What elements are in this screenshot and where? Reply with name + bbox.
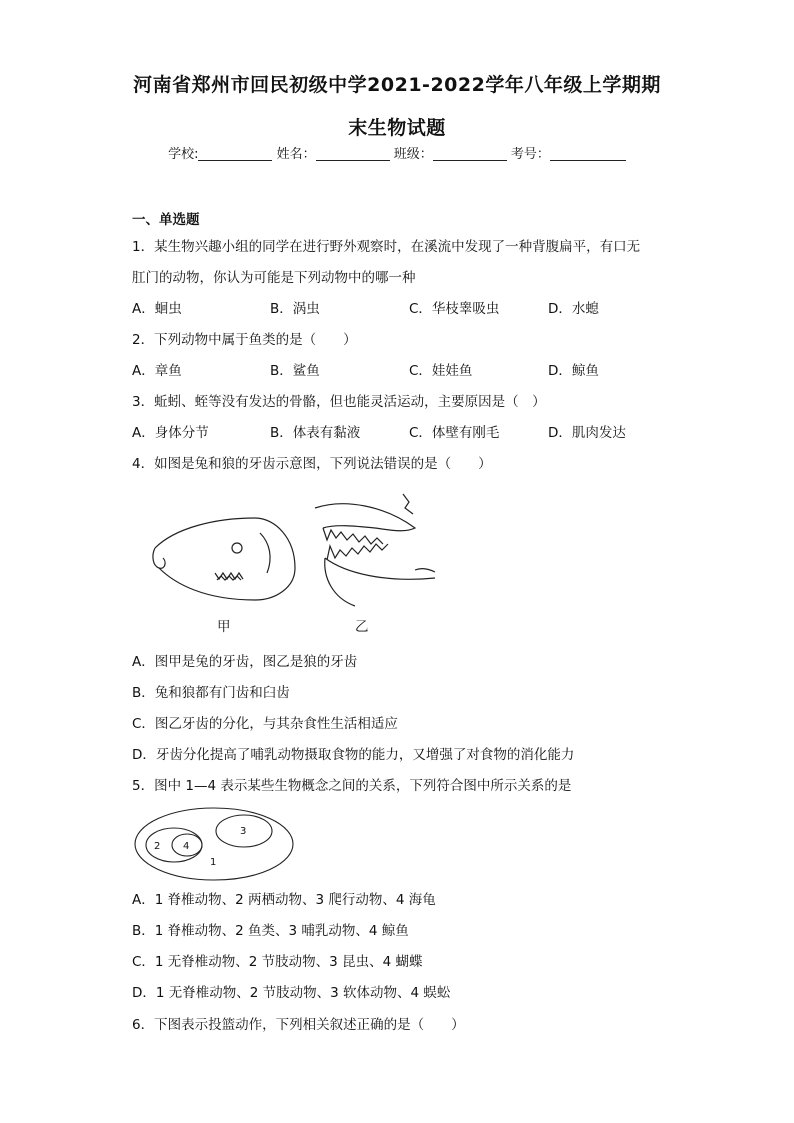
q5-option-b[interactable]: B．1 脊椎动物、2 鱼类、3 哺乳动物、4 鲸鱼 <box>132 923 409 939</box>
class-blank <box>433 146 507 161</box>
venn-label-3: 3 <box>240 826 247 837</box>
q6-stem: 6．下图表示投篮动作，下列相关叙述正确的是（ ） <box>132 1017 465 1033</box>
student-info-row <box>0 143 794 162</box>
q1-option-c[interactable]: C．华枝睾吸虫 <box>409 301 500 317</box>
rabbit-snout <box>153 548 165 568</box>
q4-option-a[interactable]: A．图甲是兔的牙齿，图乙是狼的牙齿 <box>132 654 358 670</box>
q2-option-c[interactable]: C．娃娃鱼 <box>409 363 473 379</box>
venn-label-4: 4 <box>183 841 190 852</box>
section-title: 一、单选题 <box>132 212 200 228</box>
rabbit-lower-teeth <box>217 576 241 580</box>
q2-option-d[interactable]: D．鲸鱼 <box>548 363 599 379</box>
q1-stem-line1: 1．某生物兴趣小组的同学在进行野外观察时，在溪流中发现了一种背腹扁平，有口无 <box>132 239 641 255</box>
q1-stem-line2: 肛门的动物，你认为可能是下列动物中的哪一种 <box>132 270 416 286</box>
q2-option-b[interactable]: B．鲨鱼 <box>270 363 320 379</box>
q1-option-d[interactable]: D．水螅 <box>548 301 599 317</box>
concept-venn-diagram <box>132 805 297 883</box>
venn-label-2: 2 <box>154 841 161 852</box>
q3-option-b[interactable]: B．体表有黏液 <box>270 425 361 441</box>
q5-option-d[interactable]: D．1 无脊椎动物、2 节肢动物、3 软体动物、4 蜈蚣 <box>132 985 451 1001</box>
id-label: 考号： <box>510 147 550 162</box>
q2-option-a[interactable]: A．章鱼 <box>132 363 182 379</box>
name-label: 姓名： <box>276 147 316 162</box>
wolf-lower-teeth <box>327 544 388 560</box>
wolf-upper-jaw <box>315 504 415 531</box>
q3-option-a[interactable]: A．身体分节 <box>132 425 209 441</box>
q4-option-c[interactable]: C．图乙牙齿的分化，与其杂食性生活相适应 <box>132 716 398 732</box>
school-label: 学校: <box>168 147 199 162</box>
q5-stem: 5．图中 1—4 表示某些生物概念之间的关系，下列符合图中所示关系的是 <box>132 778 572 794</box>
q3-option-d[interactable]: D．肌肉发达 <box>548 425 626 441</box>
name-blank <box>316 146 390 161</box>
q4-stem: 4．如图是兔和狼的牙齿示意图，下列说法错误的是（ ） <box>132 456 492 472</box>
school-blank <box>198 146 272 161</box>
class-label: 班级： <box>393 147 433 162</box>
rabbit-skull-outline <box>155 518 295 600</box>
id-blank <box>550 146 626 161</box>
exam-title-line2: 末生物试题 <box>348 117 446 139</box>
rabbit-eye-socket <box>232 543 242 553</box>
q1-option-a[interactable]: A．蛔虫 <box>132 301 182 317</box>
wolf-upper-teeth <box>323 528 383 544</box>
q5-option-a[interactable]: A．1 脊椎动物、2 两栖动物、3 爬行动物、4 海龟 <box>132 892 436 908</box>
figure-label-yi: 乙 <box>355 619 369 635</box>
q2-stem: 2．下列动物中属于鱼类的是（ ） <box>132 332 357 348</box>
q5-option-c[interactable]: C．1 无脊椎动物、2 节肢动物、3 昆虫、4 蝴蝶 <box>132 954 423 970</box>
q3-option-c[interactable]: C．体壁有刚毛 <box>409 425 500 441</box>
q4-option-d[interactable]: D．牙齿分化提高了哺乳动物摄取食物的能力，又增强了对食物的消化能力 <box>132 747 575 763</box>
venn-label-1: 1 <box>210 857 217 868</box>
rabbit-jaw <box>159 568 255 600</box>
exam-title-line1: 河南省郑州市回民初级中学2021-2022学年八年级上学期期 <box>133 74 661 96</box>
teeth-figure <box>145 488 455 643</box>
q3-stem: 3．蚯蚓、蛭等没有发达的骨骼，但也能灵活运动，主要原因是（ ） <box>132 394 546 410</box>
q1-option-b[interactable]: B．涡虫 <box>270 301 320 317</box>
q4-option-b[interactable]: B．兔和狼都有门齿和臼齿 <box>132 685 290 701</box>
figure-label-jia: 甲 <box>217 619 231 635</box>
